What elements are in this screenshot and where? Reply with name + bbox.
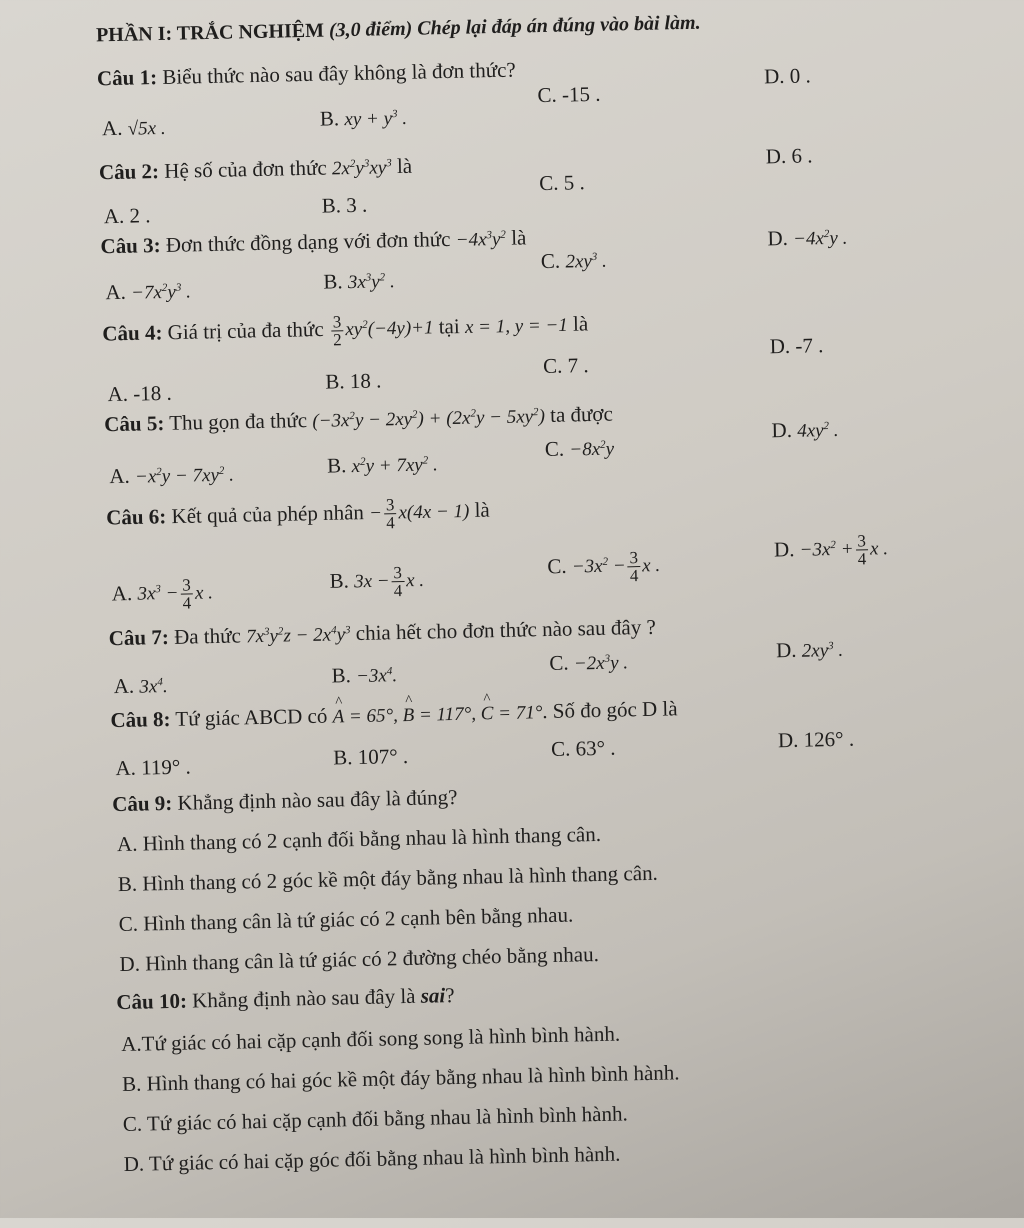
question-5: Câu 5: Thu gọn đa thức $(-3x^2y - 2xy^2) + (2x^2y - 5xy^2)$ ta được xyxy=(103,401,614,437)
section-points: (3,0 điểm) xyxy=(328,17,413,42)
option-4d: D. -7 . xyxy=(769,333,824,359)
option-2c: C. 5 . xyxy=(539,170,586,196)
option-6a: A. $3x^3$ − $\frac{3}{4}$ x . xyxy=(111,575,214,613)
option-3a: A. $-7x^2y^3$ . xyxy=(105,279,192,305)
question-8: Câu 8: Tứ giác ABCD có ^ A = 65°, ^ B = 117°, ^ C = 71°. Số đo góc D là xyxy=(110,696,678,733)
option-3c: C. $2xy^3$ . xyxy=(540,248,608,274)
option-9c: C. Hình thang cân là tứ giác có 2 cạnh bên bằng nhau. xyxy=(118,902,574,937)
option-6b: B. 3x − $\frac{3}{4}$ x . xyxy=(329,563,425,601)
option-1d: D. 0 . xyxy=(763,63,812,89)
option-3d: D. $-4x^2y$ . xyxy=(767,225,848,251)
option-7a: A. $3x^4$. xyxy=(113,673,168,699)
option-8c: C. 63° . xyxy=(550,735,616,761)
section-title: PHẦN I: TRẮC NGHIỆM xyxy=(95,19,325,47)
question-10: Câu 10: Khẳng định nào sau đây là sai? xyxy=(116,983,455,1015)
option-8a: A. 119° . xyxy=(115,754,191,781)
option-6c: C. $-3x^2$ − $\frac{3}{4}$ x . xyxy=(547,548,661,586)
option-5a: A. $-x^2y - 7xy^2$ . xyxy=(109,463,235,489)
question-text: Biểu thức nào sau đây không là đơn thức? xyxy=(162,57,516,89)
option-10d: D. Tứ giác có hai cặp góc đối bằng nhau là hình bình hành. xyxy=(123,1141,621,1177)
option-1c: C. -15 . xyxy=(537,81,601,108)
option-8b: B. 107° . xyxy=(333,743,409,770)
option-1b: B. xy + $y^3$ . xyxy=(319,106,408,131)
option-9a: A. Hình thang có 2 cạnh đối bằng nhau là hình thang cân. xyxy=(116,821,602,857)
option-5d: D. $4xy^2$ . xyxy=(771,417,839,443)
option-2b: B. 3 . xyxy=(321,192,368,218)
option-10b: B. Hình thang có hai góc kề một đáy bằng nhau là hình bình hành. xyxy=(121,1060,680,1097)
option-9b: B. Hình thang có 2 góc kề một đáy bằng nhau là hình thang cân. xyxy=(117,860,659,897)
question-3: Câu 3: Đơn thức đồng dạng với đơn thức $-4x^3y^2$ là xyxy=(100,225,527,259)
option-8d: D. 126° . xyxy=(777,726,855,753)
option-3b: B. $3x^3y^2$ . xyxy=(323,269,395,294)
option-5c: C. $-8x^2y$ xyxy=(544,436,615,462)
section-instruction: Chép lại đáp án đúng vào bài làm. xyxy=(417,11,701,40)
option-2a: A. 2 . xyxy=(103,203,151,229)
question-6: Câu 6: Kết quả của phép nhân − $\frac{3}{4}$ x(4x − 1) là xyxy=(105,495,490,533)
option-4c: C. 7 . xyxy=(542,353,589,379)
section-heading xyxy=(96,12,701,48)
option-4a: A. -18 . xyxy=(107,380,173,407)
option-10a: A.Tứ giác có hai cặp cạnh đối song song là hình bình hành. xyxy=(120,1021,621,1057)
option-2d: D. 6 . xyxy=(765,143,813,169)
option-5b: B. $x^2y + 7xy^2$ . xyxy=(326,453,438,478)
option-6d: D. $-3x^2$ + $\frac{3}{4}$ x . xyxy=(773,531,889,569)
question-7: Câu 7: Đa thức $7x^3y^2z - 2x^4y^3$ chia hết cho đơn thức nào sau đây ? xyxy=(108,614,657,651)
option-4b: B. 18 . xyxy=(325,368,382,394)
question-1 xyxy=(97,58,516,92)
option-7c: C. $-2x^3y$ . xyxy=(549,650,629,675)
option-1a: A. √5x . xyxy=(101,115,166,141)
option-9d: D. Hình thang cân là tứ giác có 2 đường chéo bằng nhau. xyxy=(119,942,600,977)
question-2: Câu 2: Hệ số của đơn thức $2x^2y^3xy^3$ là xyxy=(98,153,413,185)
option-7d: D. $2xy^3$ . xyxy=(775,637,844,663)
question-label: Câu 1: xyxy=(96,65,158,91)
option-7b: B. $-3x^4$. xyxy=(331,663,398,688)
question-4: Câu 4: Giá trị của đa thức $\frac{3}{2}$ $xy^2(-4y)+1$ tại x = 1, y = −1 là xyxy=(102,311,589,350)
question-9: Câu 9: Khẳng định nào sau đây là đúng? xyxy=(111,784,458,817)
option-10c: C. Tứ giác có hai cặp cạnh đối bằng nhau là hình bình hành. xyxy=(122,1101,628,1137)
